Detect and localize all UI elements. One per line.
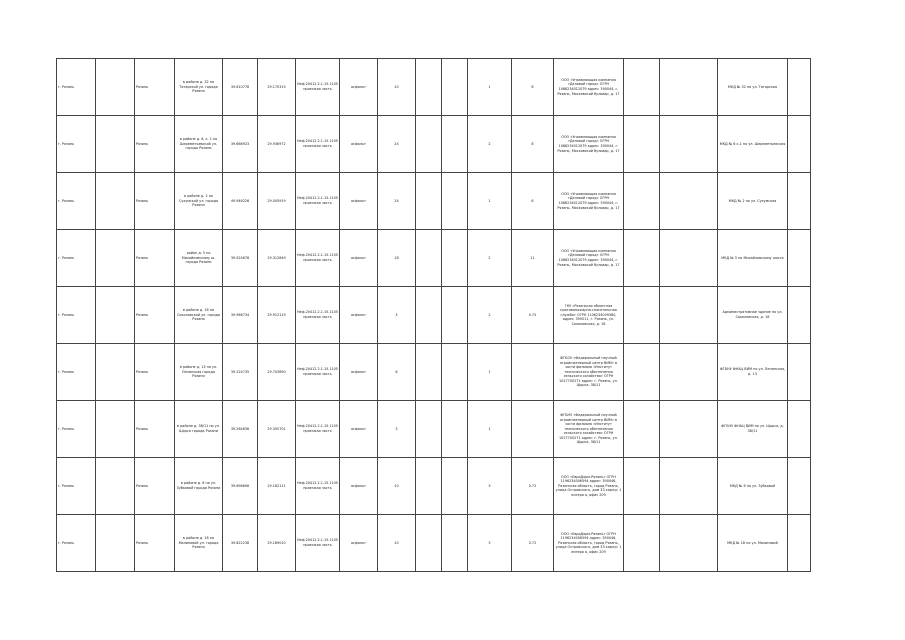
table-cell: Рязань	[135, 230, 175, 287]
table-cell: 29.703690	[258, 344, 296, 401]
table-cell: Неф.20412.2.1.15.1105 проезжая часть	[296, 116, 340, 173]
table-cell: 2	[467, 287, 511, 344]
table-cell	[787, 458, 810, 515]
table-cell: 49.946226	[223, 173, 258, 230]
table-cell: Неф.20412.2.1.15.1105 проезжая часть	[296, 287, 340, 344]
table-cell: ООО «ЕвроДорм-Рязань» ОГРН 1196234006594 адрес: 390046, Рязанская область, город Рязань, улица Островского, дом 33 корпус 1 литера а, офис 209	[553, 458, 623, 515]
table-cell	[441, 344, 467, 401]
table-cell: 29.912119	[258, 287, 296, 344]
table-row	[57, 173, 811, 230]
table-cell: 24	[377, 116, 415, 173]
table-cell	[415, 458, 441, 515]
table-cell	[787, 401, 810, 458]
table-cell: МКД № 32 по ул. Татарская	[717, 59, 787, 116]
table-cell: 0.72	[511, 515, 553, 572]
table-cell: 0.75	[511, 287, 553, 344]
table-cell: ООО «Управляющая компания «Деловой город» ОГРН 1086234012079 адрес: 390044, г. Рязань, Московский бульвар, д. 17	[553, 59, 623, 116]
table-cell	[441, 515, 467, 572]
table-cell: асфальт	[339, 515, 377, 572]
table-cell: МКД № 2 по ул. Сухумская	[717, 173, 787, 230]
table-cell: 6	[511, 173, 553, 230]
table-cell: 10	[377, 59, 415, 116]
table-cell	[659, 287, 717, 344]
table-cell: асфальт	[339, 287, 377, 344]
table-cell	[441, 287, 467, 344]
table-cell: асфальт	[339, 173, 377, 230]
table-cell: 1	[467, 344, 511, 401]
table-cell: г. Рязань	[57, 401, 96, 458]
table-cell	[787, 230, 810, 287]
table-cell: 39.966734	[223, 287, 258, 344]
table-cell: в районе д. 18 по Малиновой ул. города Рязани	[175, 515, 223, 572]
table-cell: ООО «Управляющая компания «Деловой город» ОГРН 1086234012079 адрес: 390044, г. Рязань, Московский бульвар, д. 17	[553, 116, 623, 173]
table-cell: в районе д. 2 по Сухумской ул. города Рязани	[175, 173, 223, 230]
table-cell: 39.610778	[223, 59, 258, 116]
table-cell	[623, 59, 659, 116]
table-cell	[441, 458, 467, 515]
table-cell: МКД № 5 по Михайловскому шоссе	[717, 230, 787, 287]
table-cell: в районе д. 6 по ул. Зубковой города Рязани	[175, 458, 223, 515]
table-cell	[415, 515, 441, 572]
table-cell	[441, 116, 467, 173]
table-cell	[659, 173, 717, 230]
table-cell: ФГБНУ «Федеральный научный агроинженерный центр ВИМ» в части филиала «Институт технического обеспечения сельского хозяйства» ОГРН 1027700271 адрес: г. Рязань, ул. Щорса, 38/11	[553, 401, 623, 458]
table-cell: 39.264636	[223, 401, 258, 458]
table-cell: ООО «Управляющая компания «Деловой город» ОГРН 1086234012079 адрес: 390044, г. Рязань, Московский бульвар, д. 17	[553, 230, 623, 287]
table-cell	[511, 344, 553, 401]
table-cell: в районе д. 32 по Татарской ул. города Рязани	[175, 59, 223, 116]
table-cell	[787, 344, 810, 401]
table-cell	[96, 230, 135, 287]
table-cell	[441, 230, 467, 287]
table-cell: 0.72	[511, 458, 553, 515]
table-cell	[623, 116, 659, 173]
table-cell: Рязань	[135, 59, 175, 116]
table-cell: 29.169010	[258, 515, 296, 572]
table-cell: асфальт	[339, 401, 377, 458]
table-cell	[415, 344, 441, 401]
table-cell: 2	[467, 230, 511, 287]
table-cell	[659, 344, 717, 401]
table-cell: 3	[467, 458, 511, 515]
table-cell: г. Рязань	[57, 116, 96, 173]
table-cell: ГКУ «Рязанская областная противопожарно-спасательная служба» ОГРН 1106234009380, адрес: 390011, г. Рязань, ул. Соколовская, д. 18	[553, 287, 623, 344]
table-row	[57, 116, 811, 173]
table-cell: 29.162111	[258, 458, 296, 515]
table-cell: в районе д. 38/11 по ул. Щорса города Рязани	[175, 401, 223, 458]
table-cell	[441, 59, 467, 116]
table-cell: 29.312849	[258, 230, 296, 287]
table-cell	[415, 401, 441, 458]
table-cell: асфальт	[339, 59, 377, 116]
table-cell: ФГБНУ ФНАЦ ВИМ по ул. Щорса, д. 38/11	[717, 401, 787, 458]
table-cell: Административное здание по ул. Соколовская, д. 18	[717, 287, 787, 344]
table-cell: 10	[377, 515, 415, 572]
table-cell	[415, 59, 441, 116]
table-cell: Неф.20412.2.1.15.1105 проезжая часть	[296, 515, 340, 572]
table-row	[57, 515, 811, 572]
table-cell: в районе д. 13 по ул. Ленинская города Рязани	[175, 344, 223, 401]
table-cell	[96, 173, 135, 230]
table-cell: МКД № 6 по ул. Зубковой	[717, 458, 787, 515]
table-cell	[787, 59, 810, 116]
table-cell: Неф.20412.2.1.15.1105 проезжая часть	[296, 401, 340, 458]
table-cell: Неф.20412.2.1.15.1105 проезжая часть	[296, 59, 340, 116]
table-cell: Неф.20412.2.1.15.1105 проезжая часть	[296, 458, 340, 515]
table-cell: г. Рязань	[57, 59, 96, 116]
table-cell: МКД № 18 по ул. Малиновой	[717, 515, 787, 572]
table-cell	[623, 173, 659, 230]
table-row	[57, 458, 811, 515]
table-cell: 39.666923	[223, 116, 258, 173]
table-cell	[415, 173, 441, 230]
table-cell: 29.305701	[258, 401, 296, 458]
table-cell	[96, 401, 135, 458]
table-cell: 1	[467, 401, 511, 458]
table-cell: Рязань	[135, 344, 175, 401]
table-cell: Рязань	[135, 458, 175, 515]
table-cell: г. Рязань	[57, 287, 96, 344]
table-cell: Рязань	[135, 116, 175, 173]
table-cell	[623, 287, 659, 344]
table-cell: 39.696606	[223, 458, 258, 515]
table-row	[57, 344, 811, 401]
table-cell	[96, 59, 135, 116]
table-cell	[415, 116, 441, 173]
table-cell: МКД № 6 к.1 по ул. Шереметьевская	[717, 116, 787, 173]
table-cell: 3	[467, 515, 511, 572]
table-cell	[96, 287, 135, 344]
table-row	[57, 287, 811, 344]
table-cell: 39.822238	[223, 515, 258, 572]
table-cell: г. Рязань	[57, 344, 96, 401]
table-cell	[415, 230, 441, 287]
table-cell: Неф.20412.2.1.15.1105 проезжая часть	[296, 344, 340, 401]
table-cell	[623, 230, 659, 287]
table-cell: Рязань	[135, 401, 175, 458]
table-cell: асфальт	[339, 344, 377, 401]
table-cell: 3	[377, 401, 415, 458]
table-cell	[623, 401, 659, 458]
table-cell	[96, 344, 135, 401]
table-cell: район д. 5 по Михайловскому ш. города Рязани	[175, 230, 223, 287]
table-cell: 18	[377, 230, 415, 287]
table-cell	[787, 287, 810, 344]
table-cell: 3	[377, 287, 415, 344]
table-cell: г. Рязань	[57, 458, 96, 515]
table-cell: асфальт	[339, 116, 377, 173]
table-cell: 8	[511, 59, 553, 116]
table-cell: 1	[467, 59, 511, 116]
table-cell: Неф.20412.2.1.15.1105 проезжая часть	[296, 173, 340, 230]
document-table	[56, 58, 811, 572]
table-cell	[441, 173, 467, 230]
table-cell	[659, 458, 717, 515]
table-cell: 10	[377, 458, 415, 515]
table-cell	[96, 116, 135, 173]
table-cell: ООО «Управляющая компания «Деловой город» ОГРН 1086234012079 адрес: 390044, г. Рязань, Московский бульвар, д. 17	[553, 173, 623, 230]
table-cell	[511, 401, 553, 458]
table-row	[57, 401, 811, 458]
table-cell: 39.224735	[223, 344, 258, 401]
table-cell: Неф.20412.2.1.15.1105 проезжая часть	[296, 230, 340, 287]
table-cell: г. Рязань	[57, 230, 96, 287]
table-cell: Рязань	[135, 287, 175, 344]
table-cell	[441, 401, 467, 458]
table-cell	[623, 458, 659, 515]
table-cell: ООО «ЕвроДорм-Рязань» ОГРН 1196234006594 адрес: 390046, Рязанская область, город Рязань, улица Островского, дом 33 корпус 1 литера а, офис 209	[553, 515, 623, 572]
table-cell	[659, 230, 717, 287]
table-cell: 8	[511, 116, 553, 173]
table-cell: 6	[377, 344, 415, 401]
table-cell	[623, 344, 659, 401]
table-cell: г. Рязань	[57, 173, 96, 230]
table-cell: асфальт	[339, 458, 377, 515]
table-cell: 39.924678	[223, 230, 258, 287]
table-cell: г. Рязань	[57, 515, 96, 572]
table-cell: 1	[467, 173, 511, 230]
table-row	[57, 230, 811, 287]
table-cell	[659, 116, 717, 173]
table-cell: 2	[467, 116, 511, 173]
table-cell: в районе д. 6, к. 1 по Шереметьевской ул. города Рязани	[175, 116, 223, 173]
table-cell	[415, 287, 441, 344]
table-cell: 29.045919	[258, 173, 296, 230]
table-cell: 24	[377, 173, 415, 230]
table-cell	[659, 59, 717, 116]
table-cell	[659, 515, 717, 572]
table-cell: 29.936972	[258, 116, 296, 173]
table-cell: в районе д. 18 по Соколовской ул. города Рязани	[175, 287, 223, 344]
table-cell: 11	[511, 230, 553, 287]
table-cell	[787, 515, 810, 572]
table-cell	[96, 458, 135, 515]
table-cell	[96, 515, 135, 572]
table-cell: ФГБОУ «Федеральный научный агроинженерный центр ВИМ» в части филиала «Институт технического обеспечения сельского хозяйства» ОГРН 1027700271 адрес: г. Рязань, ул. Щорса, 38/11	[553, 344, 623, 401]
table-cell	[659, 401, 717, 458]
table-cell: 29.170315	[258, 59, 296, 116]
table-cell: асфальт	[339, 230, 377, 287]
table-cell: Рязань	[135, 173, 175, 230]
table-cell	[787, 173, 810, 230]
table-cell	[787, 116, 810, 173]
table-cell	[623, 515, 659, 572]
table-row	[57, 59, 811, 116]
table-cell: Рязань	[135, 515, 175, 572]
table-cell: ФГБНУ ФНАЦ ВИМ по ул. Ленинская, д. 13	[717, 344, 787, 401]
